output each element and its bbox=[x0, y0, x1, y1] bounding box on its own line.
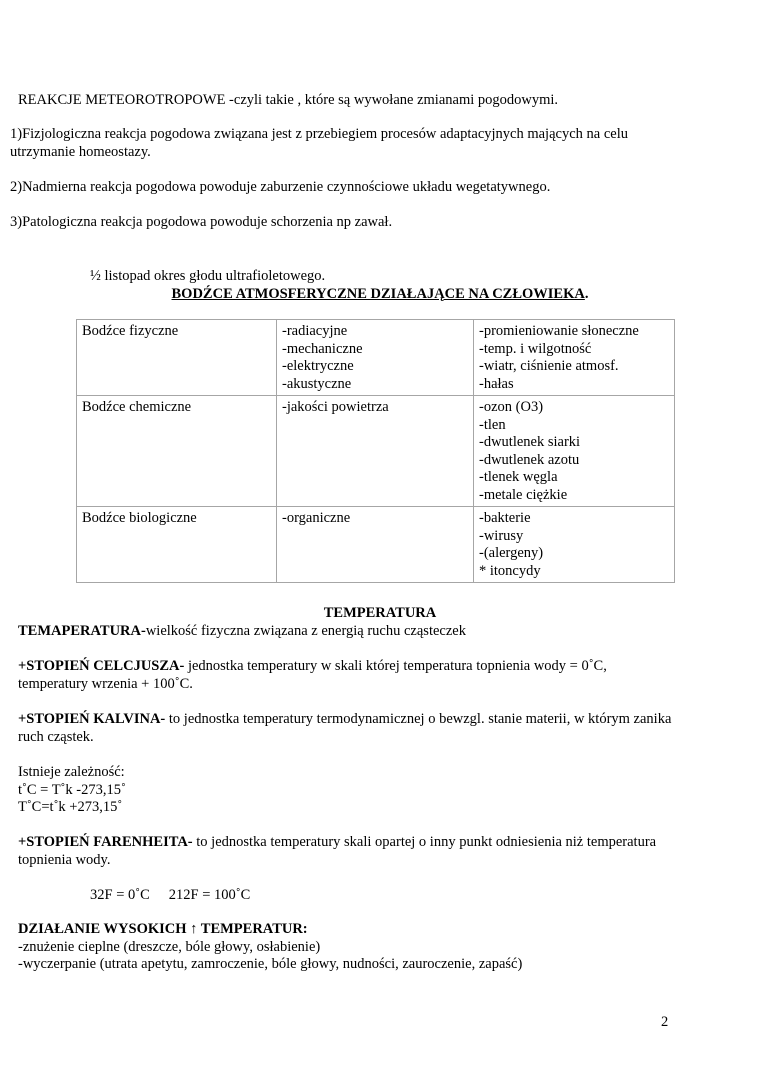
temperature-definition bbox=[18, 623, 678, 641]
example-item: -bakterie bbox=[479, 510, 531, 526]
high-temperature-heading: DZIAŁANIE WYSOKICH ↑ TEMPERATUR: bbox=[18, 921, 308, 937]
example-item: -temp. i wilgotność bbox=[479, 340, 592, 357]
example-item: -dwutlenek siarki bbox=[479, 434, 581, 450]
type-item: -akustyczne bbox=[282, 375, 352, 392]
example-item: -tlenek węgla bbox=[479, 469, 558, 485]
uv-note: ½ listopad okres głodu ultrafioletowego. bbox=[90, 268, 326, 284]
relation-formula: t˚C = T˚k -273,15˚ bbox=[18, 781, 126, 798]
example-item: -metale ciężkie bbox=[479, 486, 568, 503]
temperature-heading: TEMPERATURA bbox=[323, 605, 437, 621]
celsius-text: jednostka temperatury w skali której temperatura topnienia wody = 0˚C, temperatury wrzenia + 100˚C. bbox=[18, 658, 607, 692]
high-temperature-item: -wyczerpanie (utrata apetytu, zamroczenie, bóle głowy, nudności, zauroczenie, zapaść) bbox=[18, 956, 523, 972]
type-item: -jakości powietrza bbox=[282, 399, 389, 415]
conversion-boiling: 212F = 100˚C bbox=[168, 887, 251, 903]
example-item: -wiatr, ciśnienie atmosf. bbox=[479, 358, 619, 374]
example-item: -(alergeny) bbox=[479, 545, 544, 561]
celsius-definition bbox=[18, 658, 678, 693]
types-cell bbox=[277, 320, 474, 396]
relation-formula: T˚C=t˚k +273,15˚ bbox=[18, 799, 123, 815]
table-heading bbox=[0, 286, 760, 304]
reaction-item-1: 1)Fizjologiczna reakcja pogodowa związana jest z przebiegiem procesów adaptacyjnych mających na celu utrzymanie homeostazy. bbox=[10, 126, 628, 160]
relation-label: Istnieje zależność: bbox=[18, 764, 125, 780]
type-item: -mechaniczne bbox=[282, 340, 363, 357]
category-label: Bodźce biologiczne bbox=[82, 510, 197, 526]
example-item: -wirusy bbox=[479, 527, 524, 544]
example-item: -ozon (O3) bbox=[479, 399, 544, 415]
example-item: -hałas bbox=[479, 375, 514, 392]
category-label: Bodźce chemiczne bbox=[82, 399, 192, 415]
kelvin-text: to jednostka temperatury termodynamicznej o bewzgl. stanie materii, w którym zanika ruch cząstek. bbox=[18, 711, 672, 745]
fahrenheit-text: to jednostka temperatury skali opartej o inny punkt odniesienia niż temperatura topnienia wody. bbox=[18, 834, 657, 868]
table-row bbox=[77, 507, 675, 583]
category-cell bbox=[77, 396, 277, 507]
table-heading-period: . bbox=[584, 286, 589, 302]
category-cell bbox=[77, 320, 277, 396]
reaction-item-2: 2)Nadmierna reakcja pogodowa powoduje zaburzenie czynnościowe układu wegetatywnego. bbox=[10, 179, 551, 195]
kelvin-term: +STOPIEŃ KALVINA- bbox=[18, 711, 166, 727]
example-item: -dwutlenek azotu bbox=[479, 451, 580, 468]
examples-cell bbox=[474, 320, 675, 396]
stimuli-table bbox=[76, 319, 675, 583]
example-item: * itoncydy bbox=[479, 562, 541, 579]
type-item: -elektryczne bbox=[282, 358, 354, 374]
example-item: -promieniowanie słoneczne bbox=[479, 323, 639, 339]
examples-cell bbox=[474, 507, 675, 583]
types-cell bbox=[277, 396, 474, 507]
definition-term: TEMAPERATURA- bbox=[18, 623, 146, 639]
types-cell bbox=[277, 507, 474, 583]
page-number: 2 bbox=[661, 1014, 669, 1030]
fahrenheit-definition bbox=[18, 834, 678, 869]
meteorotropic-title: REAKCJE METEOROTROPOWE -czyli takie , które są wywołane zmianami pogodowymi. bbox=[18, 92, 559, 108]
celsius-term: +STOPIEŃ CELCJUSZA- bbox=[18, 658, 185, 674]
type-item: -radiacyjne bbox=[282, 323, 348, 339]
reaction-item-3: 3)Patologiczna reakcja pogodowa powoduje schorzenia np zawał. bbox=[10, 214, 393, 230]
high-temperature-item: -znużenie cieplne (dreszcze, bóle głowy, osłabienie) bbox=[18, 938, 321, 955]
conversion-line bbox=[90, 887, 250, 905]
example-item: -tlen bbox=[479, 416, 506, 433]
high-temperature-block bbox=[18, 921, 678, 974]
table-row bbox=[77, 396, 675, 507]
category-label: Bodźce fizyczne bbox=[82, 323, 179, 339]
relation-block bbox=[18, 764, 678, 817]
table-heading-text: BODŹCE ATMOSFERYCZNE DZIAŁAJĄCE NA CZŁOWIEKA bbox=[171, 286, 585, 302]
category-cell bbox=[77, 507, 277, 583]
table-row bbox=[77, 320, 675, 396]
type-item: -organiczne bbox=[282, 510, 351, 526]
definition-text: wielkość fizyczna związana z energią ruchu cząsteczek bbox=[145, 623, 466, 639]
fahrenheit-term: +STOPIEŃ FARENHEITA- bbox=[18, 834, 193, 850]
kelvin-definition bbox=[18, 711, 678, 746]
conversion-freezing: 32F = 0˚C bbox=[90, 887, 150, 903]
examples-cell bbox=[474, 396, 675, 507]
